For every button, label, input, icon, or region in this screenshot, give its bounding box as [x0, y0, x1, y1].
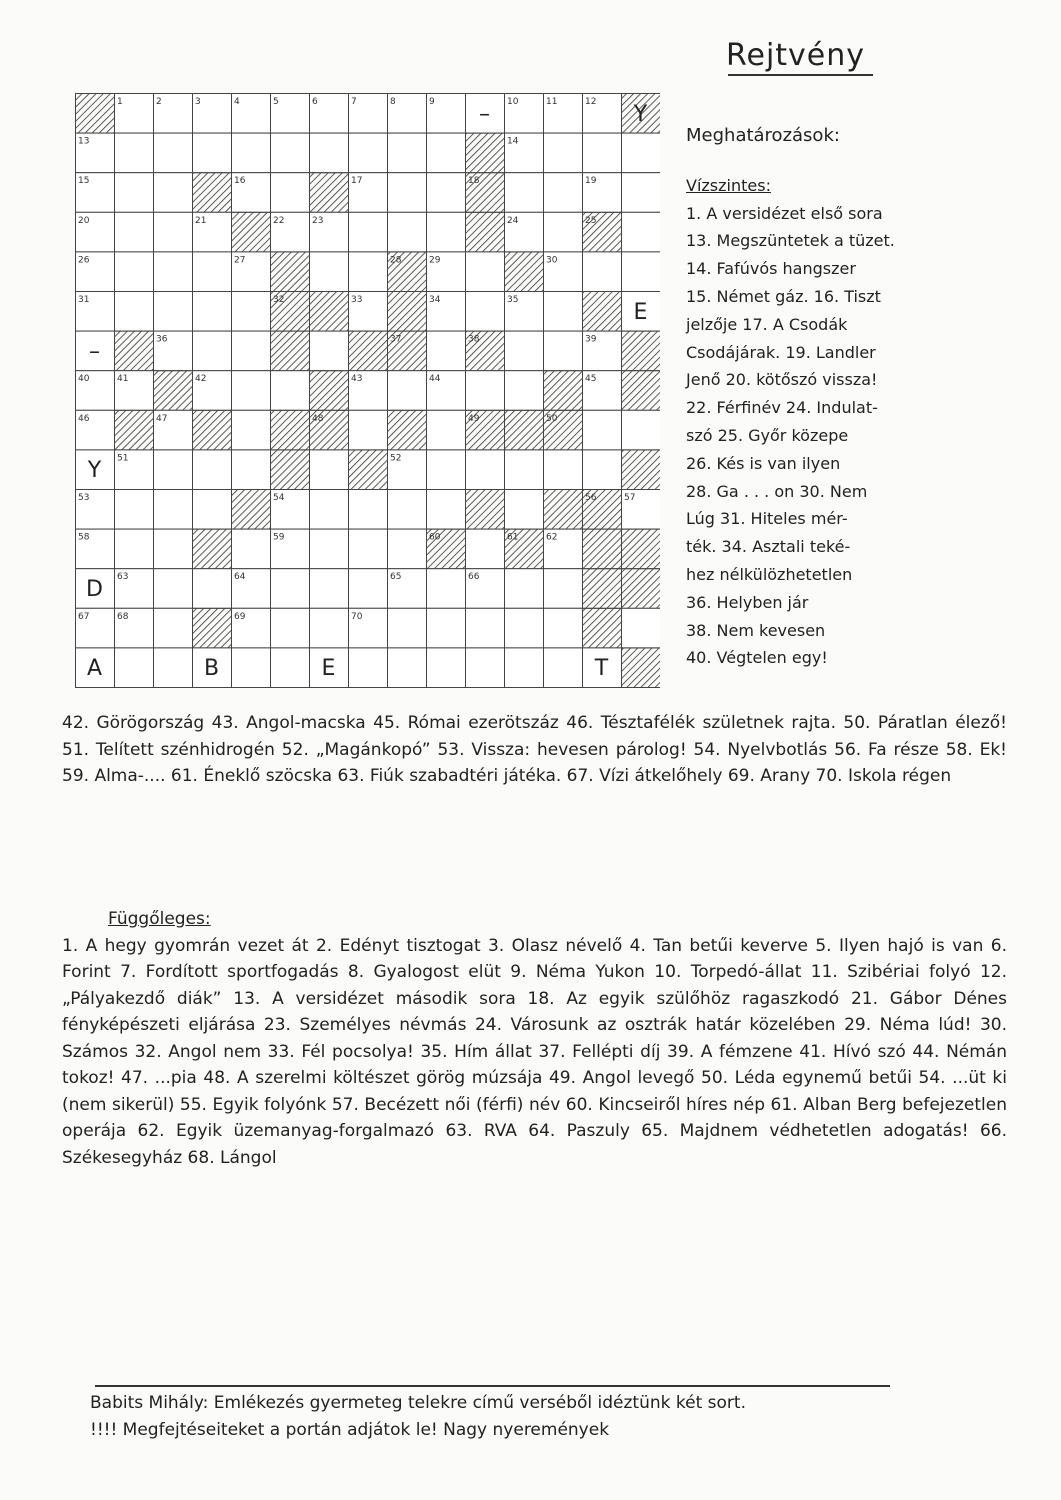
grid-cell[interactable]	[544, 648, 583, 688]
grid-cell-shaded	[388, 410, 427, 450]
grid-cell[interactable]	[544, 292, 583, 332]
grid-cell[interactable]	[388, 608, 427, 648]
cell-number: 12	[585, 97, 597, 107]
grid-cell[interactable]	[427, 450, 466, 490]
grid-cell[interactable]	[427, 173, 466, 213]
grid-cell-shaded	[583, 292, 622, 332]
grid-cell[interactable]	[544, 173, 583, 213]
cell-number: 3	[195, 97, 201, 107]
grid-cell[interactable]	[310, 450, 349, 490]
across-heading: Vízszintes:	[686, 175, 771, 195]
grid-cell[interactable]	[310, 133, 349, 173]
grid-cell-shaded	[505, 410, 544, 450]
cell-number: 66	[468, 572, 480, 583]
cell-number: 15	[78, 176, 90, 187]
grid-cell[interactable]	[427, 331, 466, 371]
grid-cell-shaded	[622, 331, 661, 371]
cell-number: 20	[78, 215, 90, 226]
cell-number: 57	[624, 493, 636, 503]
grid-cell[interactable]	[271, 608, 310, 648]
crossword-grid[interactable]	[75, 93, 660, 689]
across-clue-line: 36. Helyben jár	[686, 592, 809, 612]
grid-cell[interactable]	[193, 292, 232, 332]
cell-number: 45	[585, 374, 597, 385]
grid-cell[interactable]	[154, 252, 193, 292]
grid-cell[interactable]	[154, 450, 193, 490]
across-continued-text: 42. Görögország 43. Angol-macska 45. Római ezerötszáz 46. Tésztafélék születnek rajta. 50. Páratlan élező! 51. Telített szénhidrogén 52. „Magánkopó” 53. Vissza: hevesen párolog! 54. Nyelvbotlás 56. Fa része 58. Ek! 59. Alma-.... 61. Éneklő szöcska 63. Fiúk szabadtéri játéka. 67. Vízi átkelőhely 69. Arany 70. Iskola régen	[62, 713, 1007, 786]
grid-cell[interactable]	[622, 410, 661, 450]
grid-cell-shaded	[544, 371, 583, 411]
cell-number: 64	[234, 572, 246, 583]
crossword-grid-svg	[75, 93, 660, 689]
cell-number: 44	[429, 374, 441, 385]
grid-cell-shaded	[271, 450, 310, 490]
cell-letter: Y	[87, 458, 102, 484]
across-clue-line: jelzője 17. A Csodák	[686, 314, 848, 334]
grid-cell[interactable]	[310, 529, 349, 569]
footer-rule	[95, 1385, 890, 1387]
cell-number: 50	[546, 413, 558, 424]
cell-number: 23	[312, 215, 324, 226]
grid-cell[interactable]	[271, 569, 310, 609]
grid-cell[interactable]	[622, 133, 661, 173]
cell-letter: D	[86, 577, 103, 602]
grid-cell[interactable]	[193, 331, 232, 371]
down-section	[62, 900, 1007, 1171]
grid-cell[interactable]	[466, 608, 505, 648]
cell-letter: E	[633, 299, 648, 325]
cell-number: 28	[390, 255, 402, 266]
grid-cell[interactable]	[427, 569, 466, 609]
cell-number: 22	[273, 215, 285, 226]
grid-cell[interactable]	[115, 648, 154, 688]
grid-cell[interactable]	[544, 212, 583, 252]
grid-cell[interactable]	[193, 133, 232, 173]
grid-cell[interactable]	[310, 252, 349, 292]
grid-cell[interactable]	[115, 292, 154, 332]
grid-cell[interactable]	[583, 410, 622, 450]
grid-cell[interactable]	[544, 608, 583, 648]
cell-number: 16	[234, 176, 246, 187]
grid-cell[interactable]	[505, 490, 544, 530]
cell-number: 10	[507, 97, 519, 107]
cell-number: 26	[78, 255, 90, 266]
grid-cell[interactable]	[232, 648, 271, 688]
cell-number: 21	[195, 215, 207, 226]
grid-cell-shaded	[466, 212, 505, 252]
grid-cell[interactable]	[427, 410, 466, 450]
grid-cell-shaded	[349, 331, 388, 371]
grid-cell[interactable]	[505, 569, 544, 609]
grid-cell-shaded	[583, 608, 622, 648]
grid-cell[interactable]	[505, 648, 544, 688]
cell-number: 4	[234, 97, 240, 107]
across-clue-line: szó 25. Győr közepe	[686, 425, 849, 445]
grid-cell[interactable]	[232, 529, 271, 569]
grid-cell[interactable]	[115, 529, 154, 569]
grid-cell[interactable]	[583, 450, 622, 490]
grid-cell-shaded	[115, 410, 154, 450]
grid-cell[interactable]	[310, 608, 349, 648]
grid-cell-shaded	[232, 212, 271, 252]
grid-cell[interactable]	[232, 331, 271, 371]
cell-number: 31	[78, 295, 90, 305]
grid-cell-shaded	[193, 529, 232, 569]
cell-letter: –	[479, 101, 490, 127]
footer-submission-note: !!!! Megfejtéseiteket a portán adjátok le! Nagy nyeremények	[90, 1420, 610, 1440]
grid-cell[interactable]	[232, 371, 271, 411]
grid-cell[interactable]	[622, 252, 661, 292]
title-underline	[728, 74, 873, 76]
cell-number: 53	[78, 493, 90, 503]
cell-number: 5	[273, 97, 279, 107]
grid-cell-shaded	[193, 410, 232, 450]
grid-cell-shaded	[193, 608, 232, 648]
grid-cell[interactable]	[388, 212, 427, 252]
cell-number: 27	[234, 255, 246, 266]
cell-number: 38	[468, 334, 480, 345]
grid-cell[interactable]	[622, 212, 661, 252]
grid-cell[interactable]	[154, 608, 193, 648]
grid-cell[interactable]	[193, 252, 232, 292]
grid-cell[interactable]	[154, 173, 193, 213]
grid-cell-shaded	[622, 371, 661, 411]
grid-cell-shaded	[622, 569, 661, 609]
grid-cell[interactable]	[388, 133, 427, 173]
cell-number: 61	[507, 532, 519, 543]
cell-letter: B	[203, 656, 220, 682]
across-side-list	[686, 200, 1021, 673]
down-heading: Függőleges:	[108, 909, 211, 929]
cell-number: 63	[117, 572, 129, 583]
grid-cell-shaded	[466, 133, 505, 173]
grid-cell-shaded	[232, 490, 271, 530]
grid-cell[interactable]	[544, 331, 583, 371]
grid-cell-shaded	[310, 371, 349, 411]
cell-number: 69	[234, 611, 246, 622]
cell-number: 62	[546, 532, 558, 543]
cell-number: 30	[546, 255, 558, 266]
cell-number: 47	[156, 413, 168, 424]
grid-cell[interactable]	[505, 608, 544, 648]
grid-cell[interactable]	[154, 490, 193, 530]
grid-cell-shaded	[466, 490, 505, 530]
across-clue-line: 26. Kés is van ilyen	[686, 453, 841, 473]
cell-number: 13	[78, 136, 90, 147]
cell-number: 68	[117, 611, 129, 622]
grid-cell[interactable]	[349, 133, 388, 173]
grid-cell[interactable]	[388, 371, 427, 411]
grid-cell[interactable]	[427, 212, 466, 252]
grid-cell-shaded	[193, 173, 232, 213]
cell-number: 18	[468, 176, 480, 187]
across-clue-line: Lúg 31. Hiteles mér-	[686, 509, 848, 529]
grid-cell-shaded	[310, 173, 349, 213]
cell-number: 1	[117, 97, 123, 107]
grid-cell[interactable]	[427, 490, 466, 530]
grid-cell[interactable]	[154, 648, 193, 688]
cell-number: 48	[312, 413, 324, 424]
grid-cell[interactable]	[232, 133, 271, 173]
grid-cell-shaded	[271, 410, 310, 450]
page-title: Rejtvény	[726, 38, 866, 73]
cell-number: 43	[351, 374, 363, 385]
grid-cell[interactable]	[427, 133, 466, 173]
grid-cell-shaded	[310, 292, 349, 332]
grid-cell-shaded	[622, 648, 661, 688]
cell-number: 33	[351, 295, 363, 305]
cell-number: 65	[390, 572, 402, 583]
grid-cell[interactable]	[310, 490, 349, 530]
grid-cell[interactable]	[622, 608, 661, 648]
grid-cell[interactable]	[544, 450, 583, 490]
grid-cell[interactable]	[583, 252, 622, 292]
grid-cell[interactable]	[544, 569, 583, 609]
grid-cell[interactable]	[349, 648, 388, 688]
grid-cell-shaded	[76, 94, 115, 134]
cell-number: 67	[78, 611, 90, 622]
grid-cell[interactable]	[271, 648, 310, 688]
grid-cell-shaded	[388, 292, 427, 332]
cell-number: 51	[117, 453, 129, 464]
grid-cell[interactable]	[232, 450, 271, 490]
cell-number: 56	[585, 493, 597, 503]
grid-cell[interactable]	[271, 173, 310, 213]
cell-letter: A	[86, 656, 103, 682]
cell-letter: Y	[633, 101, 648, 127]
grid-cell[interactable]	[388, 529, 427, 569]
grid-cell[interactable]	[466, 371, 505, 411]
grid-cell[interactable]	[115, 490, 154, 530]
grid-cell[interactable]	[232, 410, 271, 450]
grid-cell[interactable]	[115, 173, 154, 213]
grid-cell[interactable]	[271, 133, 310, 173]
cell-number: 39	[585, 334, 597, 345]
cell-letter: T	[594, 656, 609, 682]
grid-cell[interactable]	[388, 173, 427, 213]
grid-cell[interactable]	[232, 292, 271, 332]
across-clue-line: Jenő 20. kötőszó vissza!	[686, 370, 878, 390]
cell-number: 54	[273, 493, 285, 503]
cell-number: 7	[351, 97, 357, 107]
across-clue-line: 22. Férfinév 24. Indulat-	[686, 398, 878, 418]
cell-letter: E	[321, 656, 336, 682]
grid-cell-shaded	[583, 529, 622, 569]
grid-cell[interactable]	[505, 173, 544, 213]
down-text: 1. A hegy gyomrán vezet át 2. Edényt tisztogat 3. Olasz névelő 4. Tan betűi keverve 5. Ilyen hajó is van 6. Forint 7. Fordított sportfogadás 8. Gyalogost elüt 9. Néma Yukon 10. Torpedó-állat 11. Szibériai folyó 12. „Pályakezdő diák” 13. A versidézet második sora 18. Az egyik szülőhöz ragaszkodó 21. Gábor Dénes fényképészeti eljárása 23. Személyes névmás 24. Városunk az osztrák határ közelében 29. Néma lúd! 30. Számos 32. Angol nem 33. Fél pocsolya! 35. Hím állat 37. Fellépti díj 39. A fémzene 41. Hívó szó 44. Némán tokoz! 47. ...pia 48. A szerelmi költészet görög múzsája 49. Angol levegő 50. Léda egynemű betűi 54. ...üt ki (nem sikerül) 55. Egyik folyónk 57. Becézett női (férfi) név 60. Kincseiről híres nép 61. Alban Berg befejezetlen operája 62. Egyik üzemanyag-forgalmazó 63. RVA 64. Paszuly 65. Majdnem védhetetlen adogatás! 66. Székesegyház 68. Lángol	[62, 935, 1007, 1168]
grid-cell-shaded	[271, 252, 310, 292]
across-clue-line: hez nélkülözhetetlen	[686, 564, 853, 584]
grid-cell[interactable]	[154, 529, 193, 569]
cell-number: 6	[312, 97, 318, 107]
grid-cell[interactable]	[271, 371, 310, 411]
across-clue-line: 13. Megszüntetek a tüzet.	[686, 231, 895, 251]
grid-cell[interactable]	[505, 371, 544, 411]
grid-cell[interactable]	[310, 569, 349, 609]
across-clue-line: 15. Német gáz. 16. Tiszt	[686, 286, 881, 306]
across-clue-line: 40. Végtelen egy!	[686, 648, 828, 668]
grid-cell[interactable]	[388, 490, 427, 530]
grid-cell[interactable]	[115, 133, 154, 173]
grid-cell[interactable]	[193, 450, 232, 490]
across-clue-line: ték. 34. Asztali teké-	[686, 537, 851, 557]
across-clue-line: 1. A versidézet első sora	[686, 203, 883, 223]
cell-number: 60	[429, 532, 441, 543]
cell-number: 52	[390, 453, 402, 464]
cell-number: 36	[156, 334, 168, 345]
cell-number: 40	[78, 374, 90, 385]
cell-number: 9	[429, 97, 435, 107]
grid-cell[interactable]	[154, 133, 193, 173]
grid-cell[interactable]	[193, 569, 232, 609]
grid-cell[interactable]	[583, 133, 622, 173]
cell-letter: –	[89, 339, 100, 365]
cell-number: 25	[585, 215, 597, 226]
grid-cell[interactable]	[349, 569, 388, 609]
cell-number: 42	[195, 374, 207, 385]
cell-number: 58	[78, 532, 90, 543]
grid-cell[interactable]	[466, 648, 505, 688]
footer	[90, 1390, 1035, 1444]
grid-cell[interactable]	[115, 212, 154, 252]
grid-cell-shaded	[505, 252, 544, 292]
grid-cell-shaded	[115, 331, 154, 371]
grid-cell-shaded	[349, 450, 388, 490]
grid-cell[interactable]	[115, 252, 154, 292]
cell-number: 32	[273, 295, 285, 305]
grid-cell[interactable]	[544, 133, 583, 173]
grid-cell-shaded	[583, 569, 622, 609]
cell-number: 37	[390, 334, 402, 345]
grid-cell[interactable]	[622, 173, 661, 213]
grid-cell-shaded	[544, 490, 583, 530]
cell-number: 59	[273, 532, 285, 543]
grid-cell[interactable]	[349, 529, 388, 569]
cell-number: 35	[507, 295, 519, 305]
grid-cell[interactable]	[466, 252, 505, 292]
grid-cell[interactable]	[466, 529, 505, 569]
grid-cell[interactable]	[349, 490, 388, 530]
grid-cell[interactable]	[154, 569, 193, 609]
grid-cell[interactable]	[427, 608, 466, 648]
cell-number: 29	[429, 255, 441, 266]
footer-quote-note: Babits Mihály: Emlékezés gyermeteg telekre című verséből idéztünk két sort.	[90, 1393, 746, 1413]
cell-number: 8	[390, 97, 396, 107]
across-clue-line: 28. Ga . . . on 30. Nem	[686, 481, 868, 501]
grid-cell-shaded	[271, 331, 310, 371]
cell-number: 24	[507, 215, 519, 226]
grid-cell[interactable]	[505, 331, 544, 371]
cell-number: 2	[156, 97, 162, 107]
grid-cell-shaded	[154, 371, 193, 411]
grid-cell-shaded	[622, 529, 661, 569]
across-continued	[62, 710, 1007, 790]
across-clue-line: Csodájárak. 19. Landler	[686, 342, 876, 362]
cell-number: 17	[351, 176, 363, 187]
grid-cell[interactable]	[310, 331, 349, 371]
grid-cell[interactable]	[349, 410, 388, 450]
grid-cell[interactable]	[505, 450, 544, 490]
cell-number: 19	[585, 176, 597, 187]
cell-number: 14	[507, 136, 519, 147]
cell-number: 49	[468, 413, 480, 424]
grid-cell[interactable]	[466, 292, 505, 332]
cell-number: 34	[429, 295, 441, 305]
grid-cell[interactable]	[154, 292, 193, 332]
grid-cell[interactable]	[349, 212, 388, 252]
cell-number: 46	[78, 413, 90, 424]
grid-cell-shaded	[622, 450, 661, 490]
grid-cell[interactable]	[388, 648, 427, 688]
across-clue-line: 14. Fafúvós hangszer	[686, 259, 856, 279]
grid-cell[interactable]	[349, 252, 388, 292]
grid-cell[interactable]	[193, 490, 232, 530]
cell-number: 41	[117, 374, 129, 385]
across-clue-line: 38. Nem kevesen	[686, 620, 826, 640]
grid-cell[interactable]	[466, 450, 505, 490]
grid-cell[interactable]	[427, 648, 466, 688]
grid-cell[interactable]	[154, 212, 193, 252]
definitions-heading: Meghatározások:	[686, 125, 840, 146]
cell-number: 11	[546, 97, 558, 107]
cell-number: 70	[351, 611, 363, 622]
definitions-side	[686, 122, 1021, 672]
